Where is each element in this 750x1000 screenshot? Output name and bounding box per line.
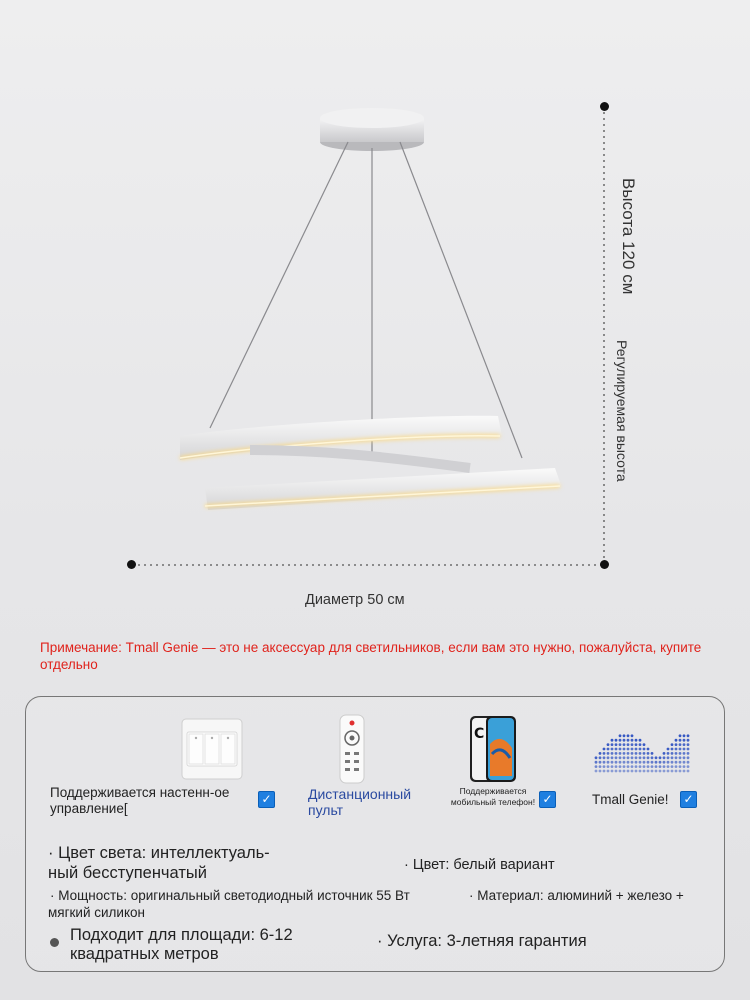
spec-area-line1: Подходит для площади: 6-12 (70, 926, 293, 944)
spec-light-color-line2: ный бесступенчатый (48, 864, 207, 882)
tmall-genie-icon (594, 725, 690, 773)
phone-label: Поддерживается мобильный телефон! (450, 786, 536, 807)
spec-service: · Услуга: 3-летняя гарантия (377, 932, 587, 950)
spec-color: · Цвет: белый вариант (404, 857, 555, 873)
height-bottom-dot (600, 560, 609, 569)
bullet-dot-icon (50, 938, 59, 947)
spec-material-line1: · Материал: алюминий + железо + (469, 888, 684, 903)
tmall-label: Tmall Genie! (592, 792, 669, 807)
wall-switch-icon (181, 718, 243, 780)
remote-label: Дистанционный пульт (308, 786, 412, 818)
diameter-label: Диаметр 50 см (305, 592, 405, 608)
tmall-note: Примечание: Tmall Genie — это не аксессуар для светильников, если вам это нужно, пожалуйста, купите отдельно (40, 640, 702, 672)
ceiling-canopy (320, 108, 424, 151)
height-top-dot (600, 102, 609, 111)
phone-checkbox[interactable]: ✓ (539, 791, 556, 808)
spec-material-line2: мягкий силикон (48, 905, 145, 920)
height-label: Высота 120 см (619, 178, 638, 295)
wall-control-label: Поддерживается настенн-ое управление[ (50, 785, 230, 816)
adjustable-height-label: Регулируемая высота (614, 340, 630, 482)
tmall-checkbox[interactable]: ✓ (680, 791, 697, 808)
spiral-ring-lower (205, 468, 562, 510)
spec-area-line2: квадратных метров (70, 945, 219, 963)
suspension-cables (210, 142, 522, 458)
remote-control-icon (338, 714, 366, 784)
svg-text:C: C (474, 726, 485, 742)
spiral-ring-upper (180, 416, 502, 468)
spec-light-color-line1: · Цвет света: интеллектуаль- (48, 844, 270, 862)
spec-power: · Мощность: оригинальный светодиодный источник 55 Вт (50, 888, 410, 903)
diameter-left-dot (127, 560, 136, 569)
mobile-phone-icon (468, 714, 518, 784)
wall-control-checkbox[interactable]: ✓ (258, 791, 275, 808)
